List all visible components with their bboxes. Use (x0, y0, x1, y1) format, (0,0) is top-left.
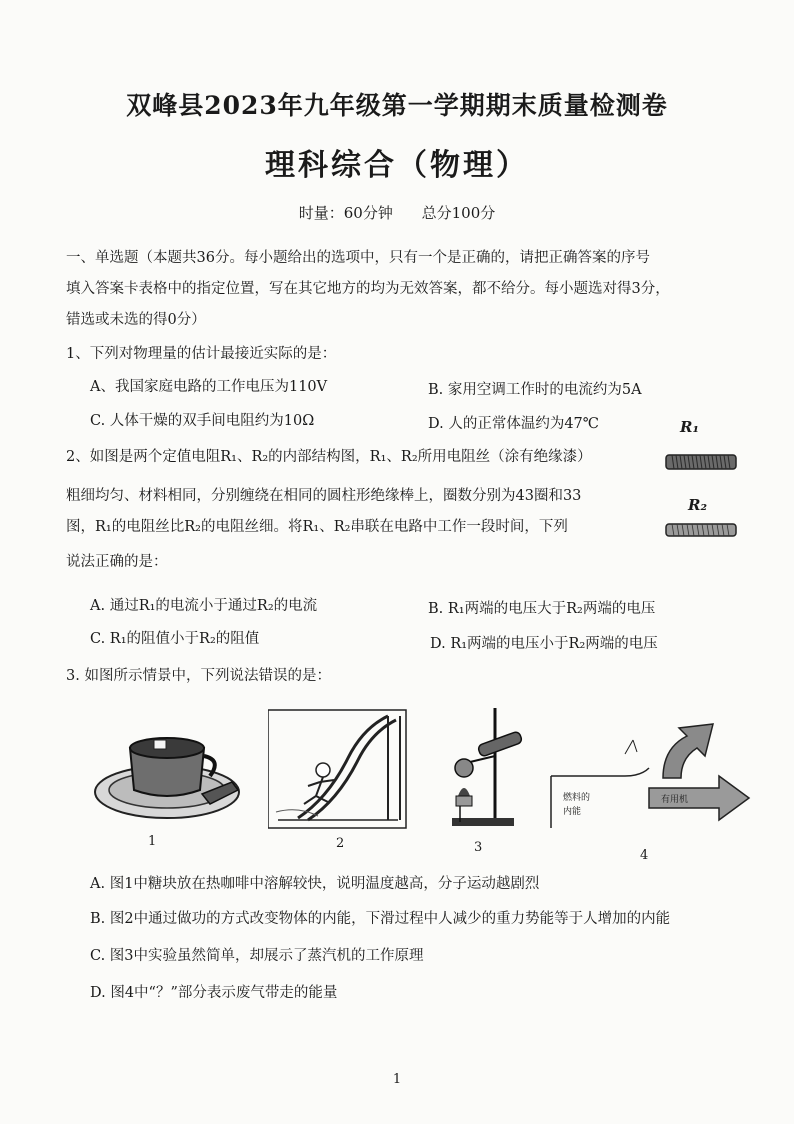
q1-stem: 1、下列对物理量的估计最接近实际的是： (66, 346, 337, 362)
figure-4-text-internal-energy: 内能 (563, 807, 582, 817)
figure-3-label: 3 (474, 840, 483, 855)
q2-stem-line2: 粗细均匀、材料相同，分别缠绕在相同的圆柱形绝缘棒上，圈数分别为43圈和33 (66, 488, 582, 504)
q1-option-b: B. 家用空调工作时的电流约为5A (428, 382, 642, 398)
section-intro-line3: 错选或未选的得0分） (66, 312, 206, 328)
q2-option-a: A. 通过R₁的电流小于通过R₂的电流 (90, 598, 318, 614)
figure-2-slide (268, 708, 408, 830)
exam-title: 双峰县2023年九年级第一学期期末质量检测卷 (126, 91, 668, 120)
figure-1-label: 1 (148, 834, 157, 849)
r1-label: R₁ (680, 418, 700, 436)
q3-stem: 3. 如图所示情景中，下列说法错误的是： (66, 668, 331, 684)
total-score: 总分100分 (421, 204, 496, 222)
figure-4-text-useful: 有用机 (661, 795, 689, 805)
figure-3-steam-apparatus (440, 704, 530, 832)
resistor-r1-figure (664, 452, 740, 472)
q2-option-c: C. R₁的阻值小于R₂的阻值 (90, 631, 260, 647)
q1-option-c: C. 人体干燥的双手间电阻约为10Ω (90, 413, 315, 429)
q2-option-b: B. R₁两端的电压大于R₂两端的电压 (428, 601, 656, 617)
section-intro-line1: 一、单选题（本题共36分。每小题给出的选项中，只有一个是正确的，请把正确答案的序号 (66, 250, 650, 266)
q2-stem-line3: 图，R₁的电阻丝比R₂的电阻丝细。将R₁、R₂串联在电路中工作一段时间，下列 (66, 519, 568, 535)
q2-stem-line4: 说法正确的是： (66, 554, 168, 570)
figure-2-label: 2 (336, 836, 345, 851)
figure-1-coffee-cup (92, 720, 242, 830)
figure-4-energy-flow (545, 718, 755, 828)
q2-stem-line1: 2、如图是两个定值电阻R₁、R₂的内部结构图，R₁、R₂所用电阻丝（涂有绝缘漆） (66, 449, 592, 465)
q1-option-a: A、我国家庭电路的工作电压为110V (90, 379, 328, 395)
resistor-r2-figure (664, 520, 740, 540)
q3-option-d: D. 图4中“？”部分表示废气带走的能量 (90, 985, 338, 1001)
page-number: 1 (392, 1072, 402, 1087)
subject-title: 理科综合（物理） (265, 148, 529, 183)
figure-4-label: 4 (640, 848, 649, 863)
figure-4-text-fuel: 燃料的 (563, 793, 591, 803)
exam-info (0, 202, 794, 223)
q2-option-d: D. R₁两端的电压小于R₂两端的电压 (430, 636, 658, 652)
q3-option-a: A. 图1中糖块放在热咖啡中溶解较快，说明温度越高，分子运动越剧烈 (90, 876, 540, 892)
section-intro-line2: 填入答案卡表格中的指定位置，写在其它地方的均为无效答案，都不给分。每小题选对得3分， (66, 281, 670, 297)
q3-option-c: C. 图3中实验虽然简单，却展示了蒸汽机的工作原理 (90, 948, 424, 964)
q3-option-b: B. 图2中通过做功的方式改变物体的内能，下滑过程中人减少的重力势能等于人增加的内能 (90, 911, 671, 927)
time-limit: 时量：60分钟 (298, 204, 393, 222)
r2-label: R₂ (688, 496, 708, 514)
q1-option-d: D. 人的正常体温约为47℃ (428, 416, 599, 432)
